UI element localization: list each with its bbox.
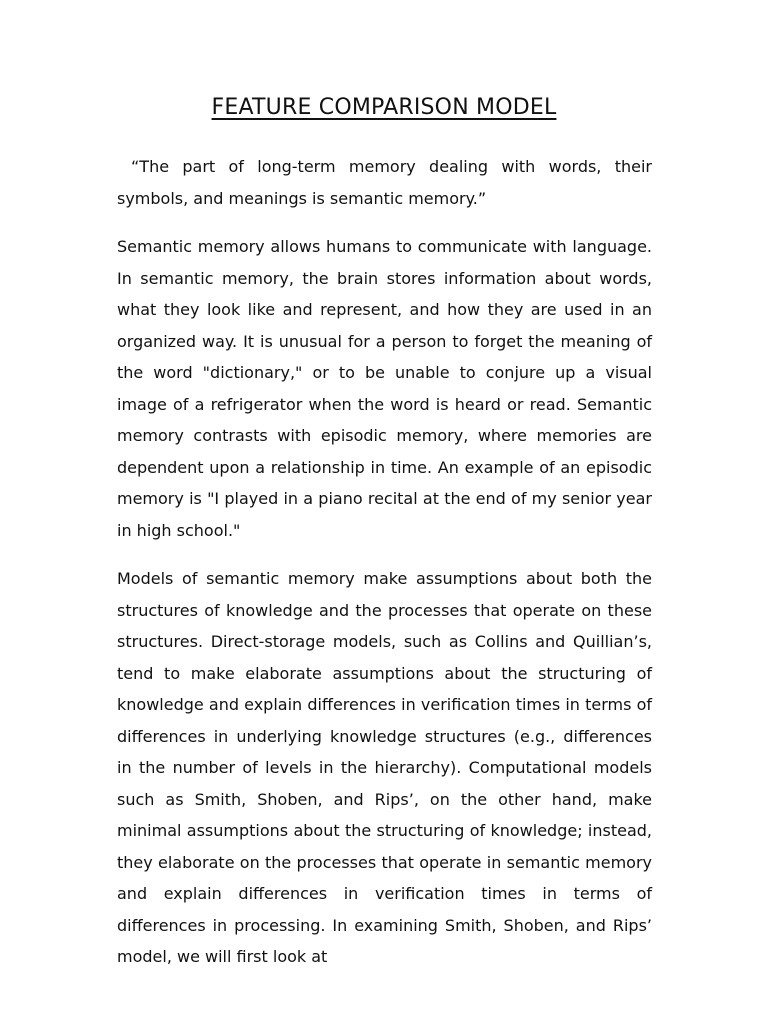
document-title <box>0 94 768 122</box>
document-body <box>117 151 652 973</box>
semantic-memory-paragraph: Semantic memory allows humans to communicate with language. In semantic memory, the brain stores information about words, what they look like and represent, and how they are used in an organized way. It is unusual for a person to forget the meaning of the word "dictionary," or to be unable to conjure up a visual image of a refrigerator when the word is heard or read. Semantic memory contrasts with episodic memory, where memories are dependent upon a relationship in time. An example of an episodic memory is "I played in a piano recital at the end of my senior year in high school." <box>117 237 652 540</box>
models-paragraph: Models of semantic memory make assumptions about both the structures of knowledge and the processes that operate on these structures. Direct-storage models, such as Collins and Quillian’s, tend to make elaborate assumptions about the structuring of knowledge and explain differences in verification times in terms of differences in underlying knowledge structures (e.g., differences in the number of levels in the hierarchy). Computational models such as Smith, Shoben, and Rips’, on the other hand, make minimal assumptions about the structuring of knowledge; instead, they elaborate on the processes that operate in semantic memory and explain differences in verification times in terms of differences in processing. In examining Smith, Shoben, and Rips’ model, we will first look at <box>117 569 652 966</box>
document-title-text: FEATURE COMPARISON MODEL <box>211 95 557 120</box>
quote-paragraph: “The part of long-term memory dealing with words, their symbols, and meanings is semantic memory.” <box>117 157 652 208</box>
